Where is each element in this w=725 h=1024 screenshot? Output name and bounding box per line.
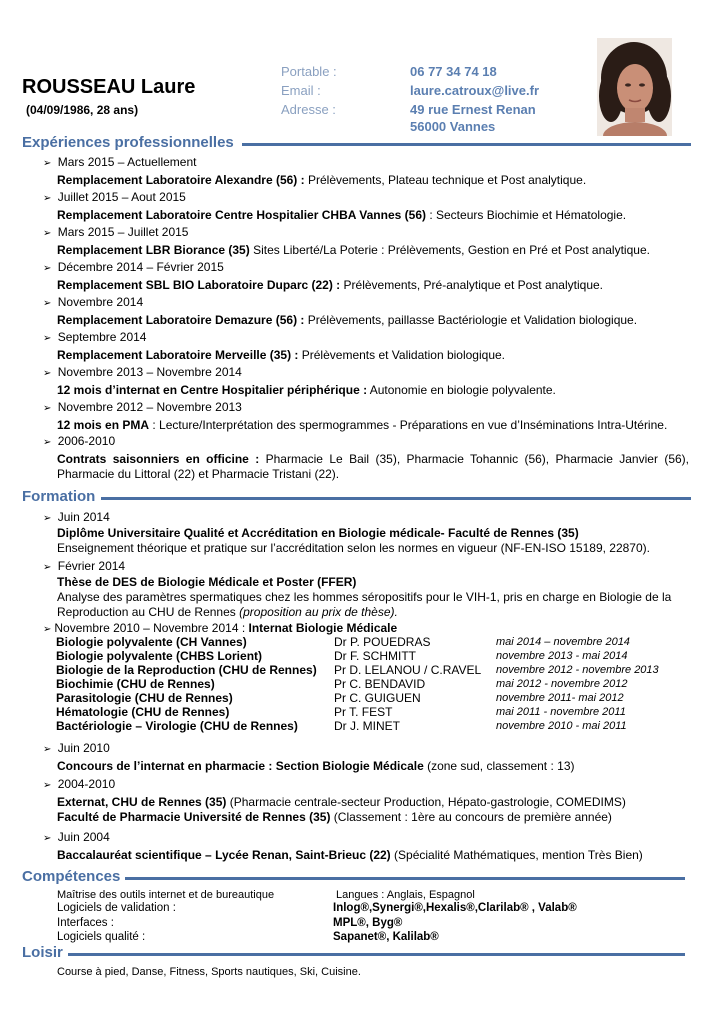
formation-date: 2004-2010 [57, 777, 116, 791]
experience-desc: : Lecture/Interprétation des spermogrammes - Préparations en vue d’Inséminations Intra-Utérine. [149, 418, 668, 432]
profile-photo [597, 38, 672, 136]
internship-doctor: Pr T. FEST [334, 705, 393, 719]
email-value[interactable]: laure.catroux@live.fr [410, 83, 540, 98]
experience-date: Mars 2015 – Actuellement [57, 155, 197, 169]
skill-value: Inlog®,Synergi®,Hexalis®,Clarilab® , Valab® [333, 902, 577, 914]
experience-date: Mars 2015 – Juillet 2015 [57, 225, 189, 239]
formation-item [43, 741, 689, 774]
bullet-arrow-icon: ➢ [43, 780, 52, 791]
skill-label: Interfaces : [57, 917, 114, 929]
internship-dates: mai 2014 – novembre 2014 [496, 636, 630, 648]
internship-service: Biologie de la Reproduction (CHU de Rennes) [56, 663, 317, 677]
experience-date: Juillet 2015 – Aout 2015 [57, 190, 186, 204]
experience-desc: Prélèvements, paillasse Bactériologie et Validation biologique. [304, 313, 638, 327]
bullet-arrow-icon: ➢ [43, 158, 52, 169]
formation-date: Février 2014 [57, 559, 126, 573]
formation-item [43, 777, 689, 825]
formation-title: Concours de l’internat en pharmacie : Section Biologie Médicale [57, 759, 424, 773]
internship-doctor: Pr C. GUIGUEN [334, 691, 421, 705]
bullet-arrow-icon: ➢ [43, 298, 52, 309]
formation-note: (proposition au prix de thèse). [239, 605, 398, 619]
section-title-experience: Expériences professionnelles [22, 134, 234, 151]
formation-desc: (Classement : 1ère au concours de première année) [330, 810, 612, 824]
address-line2: 56000 Vannes [410, 119, 496, 134]
bullet-arrow-icon: ➢ [43, 193, 52, 204]
experience-item [43, 434, 689, 482]
experience-date: Novembre 2013 – Novembre 2014 [57, 365, 242, 379]
experience-title: Remplacement Laboratoire Merveille (35) : [57, 348, 299, 362]
internship-service: Parasitologie (CHU de Rennes) [56, 691, 233, 705]
internship-dates: novembre 2013 - mai 2014 [496, 650, 628, 662]
formation-title: Baccalauréat scientifique – Lycée Renan, Saint-Brieuc (22) [57, 848, 391, 862]
internship-service: Biochimie (CHU de Rennes) [56, 677, 215, 691]
experience-title: Remplacement Laboratoire Demazure (56) : [57, 313, 305, 327]
internship-dates: novembre 2010 - mai 2011 [496, 720, 627, 732]
experience-item [43, 190, 689, 223]
phone-value: 06 77 34 74 18 [410, 64, 497, 79]
skill-label: Logiciels qualité : [57, 931, 146, 943]
section-rule [101, 497, 691, 500]
formation-desc: (Spécialité Mathématiques, mention Très Bien) [390, 848, 643, 862]
experience-title: Remplacement LBR Biorance (35) [57, 243, 250, 257]
experience-desc: Prélèvements et Validation biologique. [298, 348, 505, 362]
internship-dates: novembre 2012 - novembre 2013 [496, 664, 659, 676]
section-title-competences: Compétences [22, 868, 121, 885]
formation-title: Diplôme Universitaire Qualité et Accréditation en Biologie médicale- Faculté de Rennes (35) [57, 526, 579, 540]
experience-desc: Sites Liberté/La Poterie : Prélèvements, Gestion en Pré et Post analytique. [249, 243, 650, 257]
internship-doctor: Dr J. MINET [334, 719, 400, 733]
experience-desc: Prélèvements, Plateau technique et Post analytique. [304, 173, 587, 187]
date-of-birth: (04/09/1986, 28 ans) [26, 103, 139, 117]
experience-desc: Prélèvements, Pré-analytique et Post analytique. [340, 278, 603, 292]
skill-label: Maîtrise des outils internet et de bureautique [57, 889, 275, 901]
experience-date: 2006-2010 [57, 434, 116, 448]
formation-title: Faculté de Pharmacie Université de Rennes (35) [57, 810, 331, 824]
bullet-arrow-icon: ➢ [43, 437, 52, 448]
experience-date: Novembre 2014 [57, 295, 144, 309]
email-label: Email : [281, 83, 321, 98]
bullet-arrow-icon: ➢ [43, 624, 52, 635]
experience-desc: Autonomie en biologie polyvalente. [367, 383, 556, 397]
internship-doctor: Dr F. SCHMITT [334, 649, 416, 663]
address-label: Adresse : [281, 102, 336, 117]
formation-desc: (zone sud, classement : 13) [423, 759, 575, 773]
skill-value: Langues : Anglais, Espagnol [336, 889, 475, 901]
formation-item [43, 830, 689, 863]
internship-dates: mai 2012 - novembre 2012 [496, 678, 628, 690]
formation-item [43, 559, 689, 620]
formation-date: Juin 2010 [57, 741, 110, 755]
formation-date: Juin 2004 [57, 830, 110, 844]
bullet-arrow-icon: ➢ [43, 562, 52, 573]
section-rule [242, 143, 691, 146]
experience-title: 12 mois d’internat en Centre Hospitalier périphérique : [57, 383, 368, 397]
experience-title: Remplacement Laboratoire Centre Hospitalier CHBA Vannes (56) [57, 208, 426, 222]
formation-desc: Enseignement théorique et pratique sur l’accréditation selon les normes en vigueur (NF-EN-ISO 15189, 22870). [57, 541, 650, 555]
internship-doctor: Pr C. BENDAVID [334, 677, 426, 691]
bullet-arrow-icon: ➢ [43, 228, 52, 239]
internship-doctor: Dr P. POUEDRAS [334, 635, 431, 649]
bullet-arrow-icon: ➢ [43, 513, 52, 524]
internship-title: Internat Biologie Médicale [248, 621, 398, 635]
bullet-arrow-icon: ➢ [43, 333, 52, 344]
experience-desc: : Secteurs Biochimie et Hématologie. [426, 208, 627, 222]
internship-dates: novembre 2011- mai 2012 [496, 692, 624, 704]
phone-label: Portable : [281, 64, 337, 79]
experience-title: 12 mois en PMA [57, 418, 150, 432]
experience-title: Contrats saisonniers en officine : [57, 452, 260, 466]
internship-service: Biologie polyvalente (CHBS Lorient) [56, 649, 263, 663]
experience-date: Décembre 2014 – Février 2015 [57, 260, 224, 274]
experience-date: Novembre 2012 – Novembre 2013 [57, 400, 242, 414]
section-title-loisir: Loisir [22, 944, 63, 961]
internship-period: Novembre 2010 – Novembre 2014 : [54, 621, 249, 635]
formation-desc: (Pharmacie centrale-secteur Production, Hépato-gastrologie, COMEDIMS) [226, 795, 626, 809]
bullet-arrow-icon: ➢ [43, 368, 52, 379]
formation-item [43, 510, 689, 556]
hobbies-text: Course à pied, Danse, Fitness, Sports nautiques, Ski, Cuisine. [57, 966, 361, 978]
bullet-arrow-icon: ➢ [43, 403, 52, 414]
section-rule [68, 953, 685, 956]
experience-item [43, 295, 689, 328]
section-rule [125, 877, 685, 880]
experience-date: Septembre 2014 [57, 330, 147, 344]
internship-service: Hématologie (CHU de Rennes) [56, 705, 230, 719]
internship-doctor: Pr D. LELANOU / C.RAVEL [334, 663, 482, 677]
portrait-image [597, 38, 672, 136]
experience-item [43, 400, 689, 433]
bullet-arrow-icon: ➢ [43, 744, 52, 755]
formation-title: Thèse de DES de Biologie Médicale et Poster (FFER) [57, 575, 357, 589]
experience-item [43, 155, 689, 188]
formation-date: Juin 2014 [57, 510, 110, 524]
skill-label: Logiciels de validation : [57, 902, 176, 914]
experience-desc: Pharmacie Le Bail (35), Pharmacie Tohannic (56), Pharmacie Janvier (56), Pharmacie du Littoral (22) et Pharmacie Tristani (22). [57, 452, 689, 481]
formation-desc: Analyse des paramètres spermatiques chez les hommes séropositifs pour le VIH-1, pris en charge en Biologie de la Reproduction au CHU de Rennes [57, 590, 672, 619]
section-title-formation: Formation [22, 488, 96, 505]
experience-item [43, 260, 689, 293]
experience-item [43, 365, 689, 398]
internship-service: Bactériologie – Virologie (CHU de Rennes) [56, 719, 298, 733]
internship-dates: mai 2011 - novembre 2011 [496, 706, 626, 718]
skill-value: Sapanet®, Kalilab® [333, 931, 439, 943]
internship-service: Biologie polyvalente (CH Vannes) [56, 635, 247, 649]
bullet-arrow-icon: ➢ [43, 833, 52, 844]
experience-item [43, 225, 689, 258]
experience-title: Remplacement Laboratoire Alexandre (56) : [57, 173, 305, 187]
bullet-arrow-icon: ➢ [43, 263, 52, 274]
experience-item [43, 330, 689, 363]
skill-value: MPL®, Byg® [333, 917, 403, 929]
candidate-name: ROUSSEAU Laure [22, 76, 196, 98]
experience-title: Remplacement SBL BIO Laboratoire Duparc (22) : [57, 278, 341, 292]
formation-title: Externat, CHU de Rennes (35) [57, 795, 227, 809]
address-line1: 49 rue Ernest Renan [410, 102, 536, 117]
